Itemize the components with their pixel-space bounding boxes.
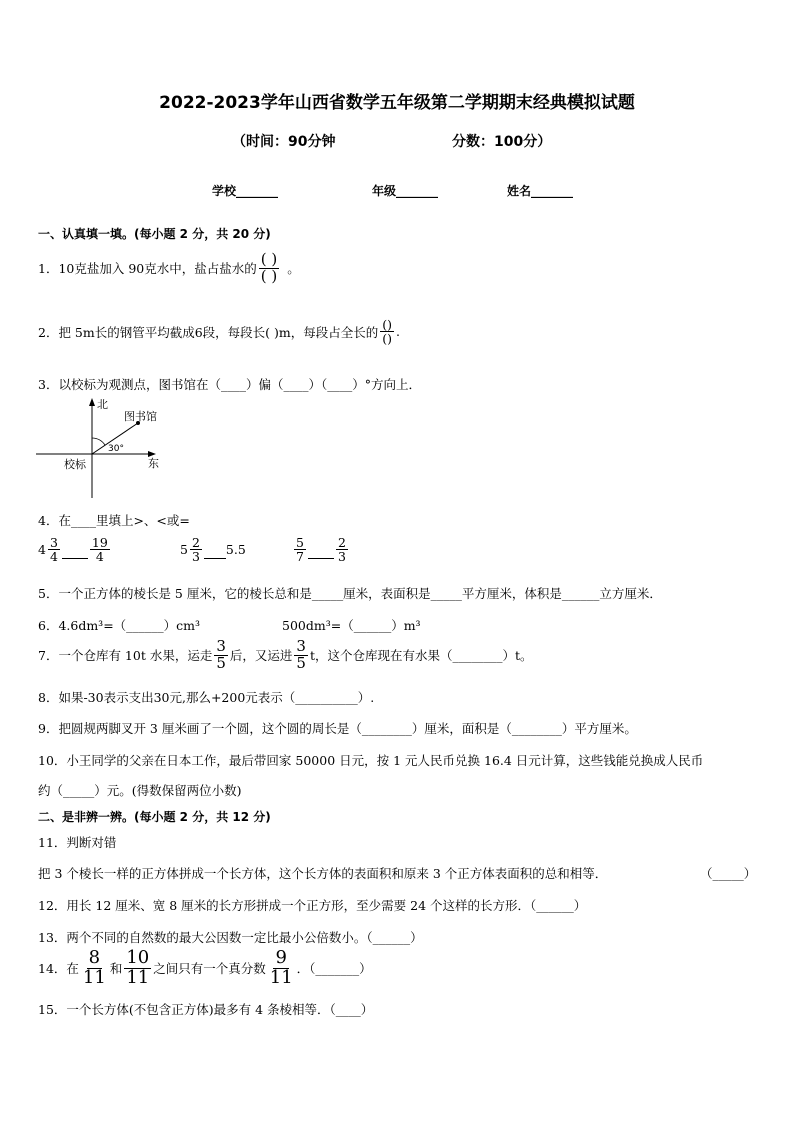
question-14-part-a: 14．在	[38, 961, 79, 977]
fraction	[124, 949, 151, 988]
question-7-part-b: 后，又运进	[229, 648, 293, 664]
fraction-denominator: 11	[82, 966, 106, 988]
question-2	[38, 318, 400, 345]
fraction-numerator: 2	[191, 535, 200, 550]
question-11-title: 11．判断对错	[38, 835, 117, 850]
compare-item-1	[38, 536, 112, 563]
question-7	[38, 639, 533, 672]
fraction-numerator: 9	[275, 947, 287, 968]
question-12: 12．用长 12 厘米、宽 8 厘米的长方形拼成一个正方形，至少需要 24 个这样的长方形．（______）	[38, 898, 587, 913]
fraction-numerator: 3	[296, 637, 306, 655]
question-14-part-b: 和	[109, 961, 123, 977]
mixed-whole: 4	[38, 542, 46, 558]
origin-label: 校标	[64, 458, 86, 471]
fraction	[214, 639, 228, 672]
angle-label: 30°	[108, 444, 124, 454]
fraction-denominator: 5	[296, 653, 306, 672]
fraction	[268, 949, 295, 988]
fraction-denominator[interactable]: ( )	[260, 266, 278, 285]
question-1	[38, 252, 300, 285]
fraction-numerator[interactable]: ( )	[260, 250, 278, 268]
fraction	[336, 536, 348, 563]
answer-blank[interactable]	[308, 558, 334, 559]
fraction	[48, 536, 60, 563]
question-14	[38, 949, 372, 988]
grade-field[interactable]: 年级_______	[372, 184, 439, 198]
decimal-value: 5.5	[225, 542, 246, 558]
question-10-line-1: 10．小王同学的父亲在日本工作，最后带回家 50000 日元，按 1 元人民币兑换 16.4 日元计算，这些钱能兑换成人民币	[38, 753, 704, 768]
question-9: 9．把圆规两脚叉开 3 厘米画了一个圆，这个圆的周长是（________）厘米，面积是（________）平方厘米。	[38, 721, 637, 736]
question-2-text: 2．把 5m长的钢管平均截成6段，每段长( )m，每段占全长的	[38, 324, 379, 340]
question-5: 5．一个正方体的棱长是 5 厘米，它的棱长总和是_____厘米，表面积是_____平方厘米，体积是______立方厘米．	[38, 586, 662, 601]
fraction-denominator: 5	[216, 653, 226, 672]
fraction	[294, 536, 306, 563]
question-4-text: 4．在____里填上>、<或=	[38, 513, 190, 528]
question-14-part-e: ．（_______）	[296, 961, 372, 977]
angle-arc	[92, 438, 105, 445]
name-field[interactable]: 姓名_______	[507, 184, 574, 198]
mixed-whole: 5	[180, 542, 188, 558]
question-2-fraction	[380, 318, 394, 345]
fraction-denominator: 7	[296, 549, 304, 565]
compass-diagram	[34, 396, 174, 500]
question-15: 15．一个长方体(不包含正方体)最多有 4 条棱相等．（____）	[38, 1002, 374, 1017]
fraction-denominator: 11	[269, 966, 293, 988]
fraction-denominator: 3	[337, 549, 346, 565]
fraction-denominator[interactable]: ()	[382, 331, 393, 347]
fraction-numerator: 8	[88, 947, 101, 968]
question-13: 13．两个不同的自然数的最大公因数一定比最小公倍数小。（______）	[38, 930, 423, 945]
answer-blank[interactable]	[62, 558, 88, 559]
exam-score: 分数：100分）	[452, 134, 552, 150]
question-10-line-2: 约（_____）元。(得数保留两位小数)	[38, 783, 242, 798]
section-1-heading: 一、认真填一填。(每小题 2 分，共 20 分)	[38, 227, 271, 241]
fraction	[190, 536, 202, 563]
fraction	[294, 639, 308, 672]
question-6-a: 6．4.6dm³=（______）cm³	[38, 618, 201, 633]
question-6-b: 500dm³=（______）m³	[282, 618, 421, 633]
east-label: 东	[148, 457, 159, 470]
fraction-denominator: 4	[95, 549, 104, 565]
exam-time: （时间：90分钟	[232, 134, 336, 150]
compare-item-3	[292, 536, 350, 563]
question-1-text: 1．10克盐加入 90克水中，盐占盐水的	[38, 261, 257, 277]
school-field[interactable]: 学校_______	[212, 184, 279, 198]
north-label: 北	[97, 398, 108, 411]
fraction-numerator: 19	[91, 535, 108, 550]
fraction-numerator: 5	[296, 535, 304, 550]
question-8: 8．如果-30表示支出30元,那么+200元表示（__________）.	[38, 690, 375, 705]
compare-item-2	[180, 536, 246, 563]
library-label: 图书馆	[124, 410, 157, 423]
fraction-numerator: 3	[216, 637, 226, 655]
fraction-denominator: 11	[126, 966, 150, 988]
question-3-text: 3．以校标为观测点，图书馆在（____）偏（____）（____）°方向上．	[38, 377, 421, 392]
question-14-part-c: 之间只有一个真分数	[153, 961, 266, 977]
fraction-numerator[interactable]: ()	[382, 317, 393, 332]
question-7-part-c: t，这个仓库现在有水果（________）t。	[309, 648, 533, 664]
fraction	[81, 949, 108, 988]
fraction-numerator: 3	[49, 535, 58, 550]
question-11-text: 把 3 个棱长一样的正方体拼成一个长方体，这个长方体的表面积和原来 3 个正方体表面积的总和相等．	[38, 866, 608, 881]
fraction	[90, 536, 110, 563]
question-7-part-a: 7．一个仓库有 10t 水果，运走	[38, 648, 213, 664]
question-1-fraction	[259, 252, 279, 285]
answer-blank[interactable]	[204, 558, 226, 559]
question-1-end: 。	[287, 261, 300, 277]
fraction-numerator: 2	[337, 535, 346, 550]
north-arrow-icon	[89, 398, 95, 406]
question-11-answer[interactable]: （_____）	[700, 866, 757, 881]
fraction-numerator: 10	[126, 947, 150, 968]
section-2-heading: 二、是非辨一辨。(每小题 2 分，共 12 分)	[38, 810, 271, 824]
page-title: 2022-2023学年山西省数学五年级第二学期期末经典模拟试题	[159, 93, 635, 113]
fraction-denominator: 3	[191, 549, 200, 565]
question-2-end: .	[396, 324, 401, 340]
fraction-denominator: 4	[49, 549, 58, 565]
